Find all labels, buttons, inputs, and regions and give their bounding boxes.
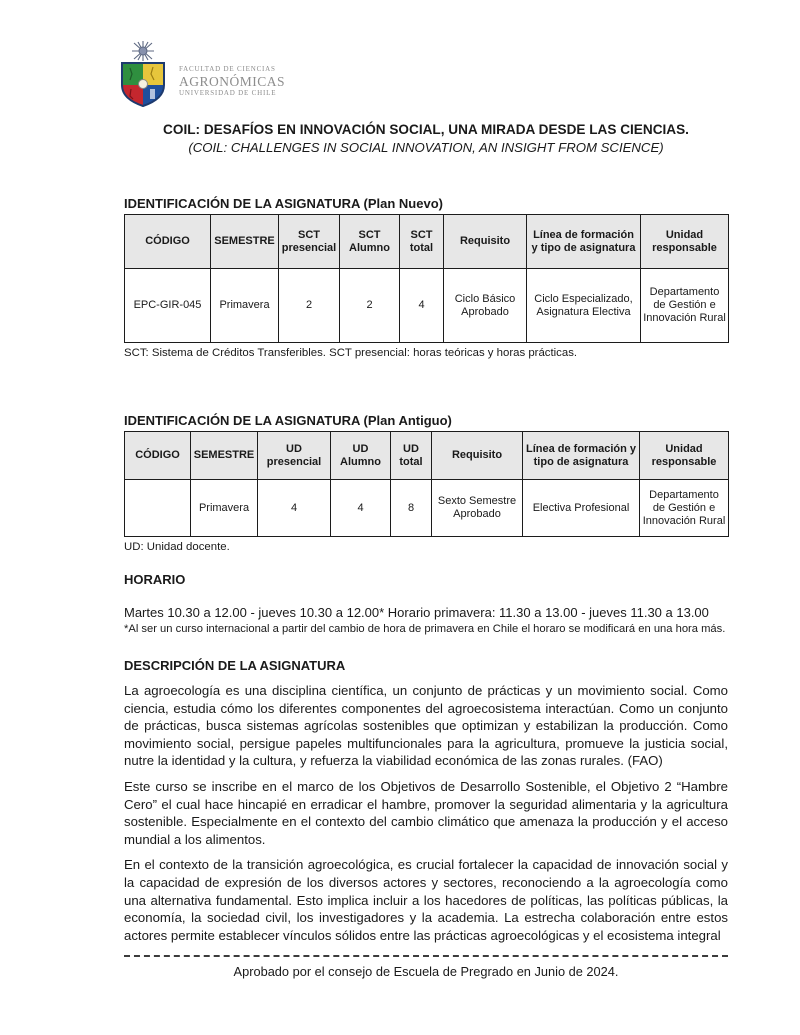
column-header-requisito: Requisito bbox=[444, 215, 527, 269]
cell-codigo: EPC-GIR-045 bbox=[125, 269, 211, 343]
logo-faculty-small: FACULTAD DE CIENCIAS bbox=[179, 65, 276, 73]
column-header-ud-total: UD total bbox=[391, 432, 432, 480]
cell-unidad: Departamento de Gestión e Innovación Rural bbox=[640, 480, 729, 537]
description-paragraph-1: La agroecología es una disciplina científica, un conjunto de prácticas y un movimiento social. Como ciencia, estudia cómo los diferentes componentes del agroecosistema interactúan. Como un conjunto de prácticas, busca sistemas agrícolas sostenibles que optimizan y estabilizan la producción. Como movimiento social, persigue papeles multifuncionales para la agricultura, promueve la justicia social, nutre la identidad y la cultura, y refuerza la viabilidad económica de las zonas rurales. (FAO) bbox=[124, 683, 728, 769]
column-header-sct-presencial: SCT presencial bbox=[279, 215, 340, 269]
cell-sct-total: 4 bbox=[400, 269, 444, 343]
column-header-unidad: Unidad responsable bbox=[641, 215, 729, 269]
column-header-ud-presencial: UD presencial bbox=[258, 432, 331, 480]
cell-unidad: Departamento de Gestión e Innovación Rural bbox=[641, 269, 729, 343]
table-plan-antiguo bbox=[124, 431, 729, 537]
column-header-sct-alumno: SCT Alumno bbox=[340, 215, 400, 269]
schedule-text: Martes 10.30 a 12.00 - jueves 10.30 a 12.00* Horario primavera: 11.30 a 13.00 - jueves 11.30 a 13.00 bbox=[124, 605, 709, 620]
cell-requisito: Ciclo Básico Aprobado bbox=[444, 269, 527, 343]
column-header-unidad: Unidad responsable bbox=[640, 432, 729, 480]
column-header-semestre: SEMESTRE bbox=[211, 215, 279, 269]
heading-horario: HORARIO bbox=[124, 572, 186, 587]
document-content bbox=[124, 0, 728, 944]
heading-plan-nuevo: IDENTIFICACIÓN DE LA ASIGNATURA (Plan Nuevo) bbox=[124, 196, 443, 211]
note-ud: UD: Unidad docente. bbox=[124, 541, 230, 553]
cell-semestre: Primavera bbox=[211, 269, 279, 343]
cell-requisito: Sexto Semestre Aprobado bbox=[432, 480, 523, 537]
column-header-linea-formacion: Línea de formación y tipo de asignatura bbox=[523, 432, 640, 480]
approval-text: Aprobado por el consejo de Escuela de Pregrado en Junio de 2024. bbox=[233, 964, 619, 979]
cell-linea-formacion: Electiva Profesional bbox=[523, 480, 640, 537]
logo-faculty-big: AGRONÓMICAS bbox=[179, 74, 286, 89]
table-row bbox=[125, 480, 729, 537]
description-paragraph-2: Este curso se inscribe en el marco de los Objetivos de Desarrollo Sostenible, el Objetivo 2 “Hambre Cero” el cual hace hincapié en erradicar el hambre, promover la seguridad alimentaria y la agricultura sostenible. Especialmente en el contexto del cambio climático que amenaza la producción y el acceso mundial a los alimentos. bbox=[124, 778, 728, 847]
column-header-semestre: SEMESTRE bbox=[191, 432, 258, 480]
logo-university: UNIVERSIDAD DE CHILE bbox=[179, 89, 277, 97]
note-sct: SCT: Sistema de Créditos Transferibles. SCT presencial: horas teóricas y horas prácticas. bbox=[124, 347, 578, 359]
course-title: COIL: DESAFÍOS EN INNOVACIÓN SOCIAL, UNA MIRADA DESDE LAS CIENCIAS. bbox=[163, 122, 689, 137]
cell-semestre: Primavera bbox=[191, 480, 258, 537]
course-title-english: (COIL: CHALLENGES IN SOCIAL INNOVATION, AN INSIGHT FROM SCIENCE) bbox=[188, 140, 664, 155]
cell-ud-total: 8 bbox=[391, 480, 432, 537]
table-header-row bbox=[125, 215, 729, 269]
page-footer bbox=[124, 955, 728, 980]
heading-plan-antiguo: IDENTIFICACIÓN DE LA ASIGNATURA (Plan Antiguo) bbox=[124, 413, 452, 428]
column-header-linea-formacion: Línea de formación y tipo de asignatura bbox=[527, 215, 641, 269]
table-header-row bbox=[125, 432, 729, 480]
column-header-codigo: CÓDIGO bbox=[125, 215, 211, 269]
description-paragraph-3: En el contexto de la transición agroecológica, es crucial fortalecer la capacidad de innovación social y la capacidad de expresión de los diversos actores y sectores, reconociendo a la agroecología como una alternativa fundamental. Esto implica incluir a los hacedores de políticas, las políticas públicas, la economía, la sociedad civil, los investigadores y la academia. La estrecha colaboración entre estos actores permite establecer vínculos sólidos entre las prácticas agroecológicas y el ecosistema integral bbox=[124, 857, 728, 943]
cell-ud-presencial: 4 bbox=[258, 480, 331, 537]
cell-sct-alumno: 2 bbox=[340, 269, 400, 343]
cell-codigo bbox=[125, 480, 191, 537]
heading-descripcion: DESCRIPCIÓN DE LA ASIGNATURA bbox=[124, 658, 346, 673]
cell-ud-alumno: 4 bbox=[331, 480, 391, 537]
schedule-footnote: *Al ser un curso internacional a partir del cambio de hora de primavera en Chile el horaro se modificará en una hora más. bbox=[124, 623, 726, 635]
column-header-requisito: Requisito bbox=[432, 432, 523, 480]
footer-divider bbox=[124, 955, 728, 957]
title-block bbox=[124, 121, 728, 157]
cell-sct-presencial: 2 bbox=[279, 269, 340, 343]
column-header-ud-alumno: UD Alumno bbox=[331, 432, 391, 480]
column-header-sct-total: SCT total bbox=[400, 215, 444, 269]
table-plan-nuevo bbox=[124, 214, 729, 343]
table-row bbox=[125, 269, 729, 343]
cell-linea-formacion: Ciclo Especializado, Asignatura Electiva bbox=[527, 269, 641, 343]
column-header-codigo: CÓDIGO bbox=[125, 432, 191, 480]
